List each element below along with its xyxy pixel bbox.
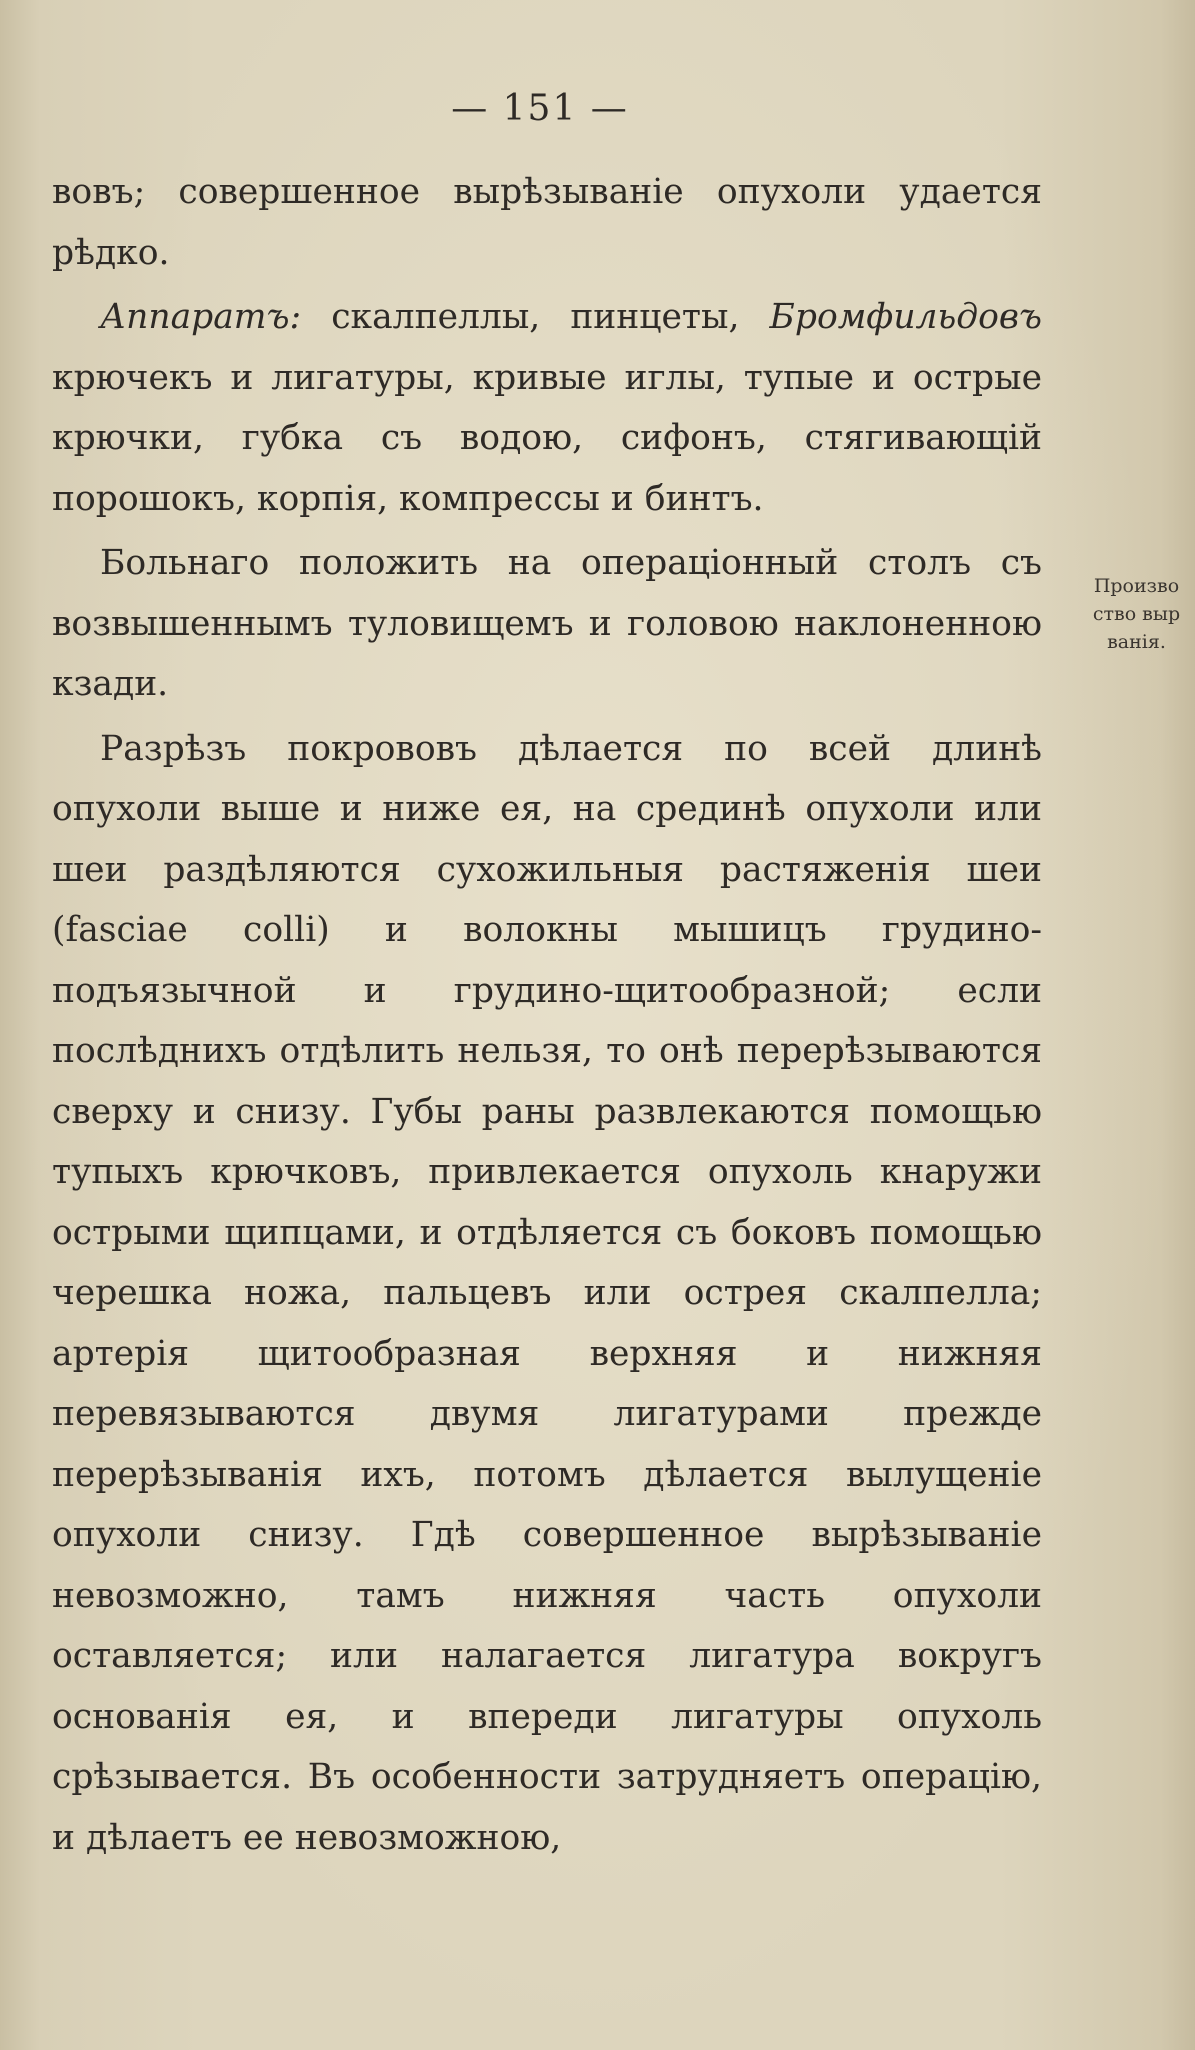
margin-note-line-2: ство выр: [1092, 603, 1181, 625]
margin-note: [1078, 572, 1195, 656]
paragraph-apparatus: [52, 287, 1042, 529]
margin-note-line-3: ванія.: [1107, 631, 1166, 653]
margin-note-line-1: Произво: [1093, 575, 1180, 597]
paragraph-patient-position: Больнаго положить на операціонный столъ съ возвышеннымъ туловищемъ и головою наклоненною кзади.: [52, 543, 1042, 704]
apparatus-text-b: крючекъ и лигатуры, кривые иглы, тупые и острые крючки, губка съ водою, сифонъ, стягивающій порошокъ, корпія, компрессы и бинтъ.: [52, 357, 1042, 519]
apparatus-text-a: скалпеллы, пинцеты,: [301, 297, 770, 337]
body-text: [52, 162, 1042, 1868]
paragraph-continuation: вовъ; совершенное вырѣзываніе опухоли удается рѣдко.: [52, 172, 1042, 273]
bromfield-name: Бромфильдовъ: [769, 297, 1042, 337]
page-number: — 151 —: [451, 88, 629, 129]
paragraph-incision: Разрѣзъ покрововъ дѣлается по всей длинѣ опухоли выше и ниже ея, на срединѣ опухоли или шеи раздѣляются сухожильныя растяженія шеи (fasciae colli) и волокны мышицъ грудино-подъязычной и грудино-щитообразной; если послѣднихъ отдѣлить нельзя, то онѣ перерѣзываются сверху и снизу. Губы раны развлекаются помощью тупыхъ крючковъ, привлекается опухоль кнаружи острыми щипцами, и отдѣляется съ боковъ помощью черешка ножа, пальцевъ или острея скалпелла; артерія щитообразная верхняя и нижняя перевязываются двумя лигатурами прежде перерѣзыванія ихъ, потомъ дѣлается вылущеніе опухоли снизу. Гдѣ совершенное вырѣзываніе невозможно, тамъ нижняя часть опухоли оставляется; или налагается лигатура вокругъ основанія ея, и впереди лигатуры опухоль срѣзывается. Въ особенности затрудняетъ операцію, и дѣлаетъ ее невозможною,: [52, 728, 1042, 1858]
apparatus-heading: Аппаратъ:: [100, 297, 302, 337]
